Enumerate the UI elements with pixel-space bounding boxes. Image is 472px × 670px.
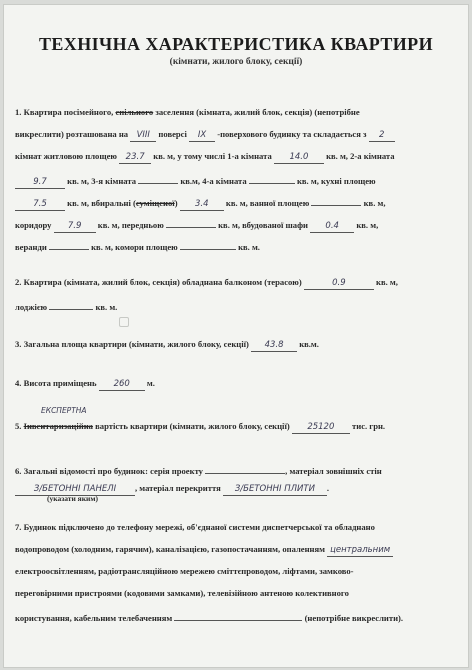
floor-value: VIII	[130, 131, 156, 142]
s1-text: заселення (кімната, жилий блок, секція) (непотрібне	[155, 107, 360, 117]
s5-text: 5.	[15, 421, 22, 431]
s7-line-5	[15, 610, 461, 624]
s1-text: викреслити) розташована на	[15, 129, 129, 139]
bathroom-field	[311, 195, 361, 206]
s7-line-4: переговірними пристроями (кодовими замками), телевізійною антеною колективного	[15, 588, 349, 598]
closet-value: 0.4	[310, 222, 354, 233]
s1-text: кв. м, 3-я кімната	[67, 176, 136, 186]
s5-text: тис. грн.	[352, 421, 386, 431]
room3-field	[138, 173, 178, 184]
s7-text: (непотрібне викреслити).	[304, 613, 404, 623]
s1-text: 1. Квартира посімейного,	[15, 107, 114, 117]
project-series-field	[205, 463, 285, 474]
s1-text: кв. м,	[356, 220, 379, 230]
s2-text: кв. м,	[376, 277, 398, 287]
cable-tv-field	[174, 610, 302, 621]
s2-text: 2. Квартира (кімната, жилий блок, секція) обладнана балконом (терасою)	[15, 277, 302, 287]
s1-text: кв. м, у тому числі 1-а кімната	[153, 151, 272, 161]
toilet-value: 3.4	[180, 200, 224, 211]
struck-word-shared: спільного	[115, 107, 154, 117]
s7-line-1: 7. Будинок підключено до телефону мережі, об'єднаної системи диспетчерської та обладнано	[15, 522, 375, 532]
living-area-value: 23.7	[119, 153, 151, 164]
s2-line-1	[15, 277, 461, 290]
loggia-field	[49, 299, 93, 310]
struck-word-combined: суміщеної	[135, 198, 175, 208]
s1-text: кв. м, ванної площею	[225, 198, 310, 208]
s7-line-3: електроосвітленням, радіотрансляційною мережею сміттєпроводом, ліфтами, замково-	[15, 566, 354, 576]
s1-line-1	[15, 107, 461, 118]
s1-line-3	[15, 151, 461, 164]
room1-value: 14.0	[274, 153, 324, 164]
corridor-value: 7.9	[54, 222, 96, 233]
s4-line	[15, 378, 461, 391]
floors-total-value: IX	[189, 131, 215, 142]
rooms-value: 2	[369, 131, 395, 142]
s3-text: 3. Загальна площа квартири (кімнати, жилого блоку, секції)	[15, 339, 249, 349]
hallway-field	[166, 217, 216, 228]
s7-text: користування, кабельним телебаченням	[15, 613, 173, 623]
s1-text: кв. м, вбиральні (	[67, 198, 136, 208]
s1-text: веранди	[15, 242, 47, 252]
ceiling-material-value: З/БЕТОННІ ПЛИТИ	[223, 485, 327, 496]
s7-text: водопроводом (холодним, гарячим), каналізацією, газопостачанням, опаленням	[15, 544, 325, 554]
room2-value: 9.7	[15, 178, 65, 189]
s4-text: м.	[146, 378, 155, 388]
document-page	[3, 4, 469, 668]
paper-mark	[119, 317, 129, 327]
walls-material-value: З/БЕТОННІ ПАНЕЛІ	[15, 485, 135, 496]
s5-line	[15, 421, 461, 434]
s1-text: )	[174, 198, 178, 208]
s1-line-4	[15, 173, 461, 189]
s1-line-6	[15, 217, 461, 233]
s6-text: 6. Загальні відомості про будинок: серія проекту	[15, 466, 203, 476]
s6-text: , матеріал зовнішніх стін	[285, 466, 382, 476]
s6-line-1	[15, 463, 461, 477]
heating-value: центральним	[327, 546, 393, 557]
value-amount: 25120	[292, 423, 350, 434]
kitchen-value: 7.5	[15, 200, 65, 211]
s2-text: лоджією	[15, 302, 48, 312]
s1-text: кв. м, комори площею	[91, 242, 178, 252]
s1-text: кв. м, вбудованої шафи	[218, 220, 309, 230]
s1-text: поверсі	[158, 129, 187, 139]
balcony-value: 0.9	[304, 279, 374, 290]
s2-text: кв. м.	[95, 302, 118, 312]
s4-text: 4. Висота приміщень	[15, 378, 97, 388]
s1-text: кімнат житловою площею	[15, 151, 117, 161]
s6-text: , матеріал перекриття	[135, 483, 221, 493]
s1-line-7	[15, 239, 461, 253]
s1-text: коридору	[15, 220, 52, 230]
document-subtitle: (кімнати, жилого блоку, секції)	[169, 57, 303, 67]
s1-line-2	[15, 129, 461, 142]
s1-text: кв. м,	[363, 198, 386, 208]
s1-text: кв. м, кухні площею	[296, 176, 376, 186]
total-area-value: 43.8	[251, 341, 297, 352]
height-value: 260	[99, 380, 145, 391]
s1-text: кв. м.	[238, 242, 260, 252]
s1-text: -поверхового будинку та складається з	[217, 129, 367, 139]
handwritten-expert-note: ЕКСПЕРТНА	[41, 406, 87, 415]
s1-text: кв. м, 2-а кімната	[326, 151, 395, 161]
s3-text: кв.м.	[299, 339, 319, 349]
struck-word-inventory: Інвентаризаційна	[23, 421, 93, 431]
s6-text: .	[326, 483, 330, 493]
room4-field	[249, 173, 295, 184]
walls-caption: (указати яким)	[47, 494, 98, 503]
pantry-field	[180, 239, 236, 250]
document-title: ТЕХНІЧНА ХАРАКТЕРИСТИКА КВАРТИРИ	[39, 34, 433, 54]
s1-text: кв. м, передньою	[97, 220, 164, 230]
s1-text: кв.м, 4-а кімната	[180, 176, 247, 186]
s5-text: вартість квартири (кімнати, жилого блоку, секції)	[95, 421, 290, 431]
s2-line-2	[15, 299, 461, 313]
veranda-field	[49, 239, 89, 250]
s3-line	[15, 339, 461, 352]
s1-line-5	[15, 195, 461, 211]
s7-line-2	[15, 544, 461, 557]
